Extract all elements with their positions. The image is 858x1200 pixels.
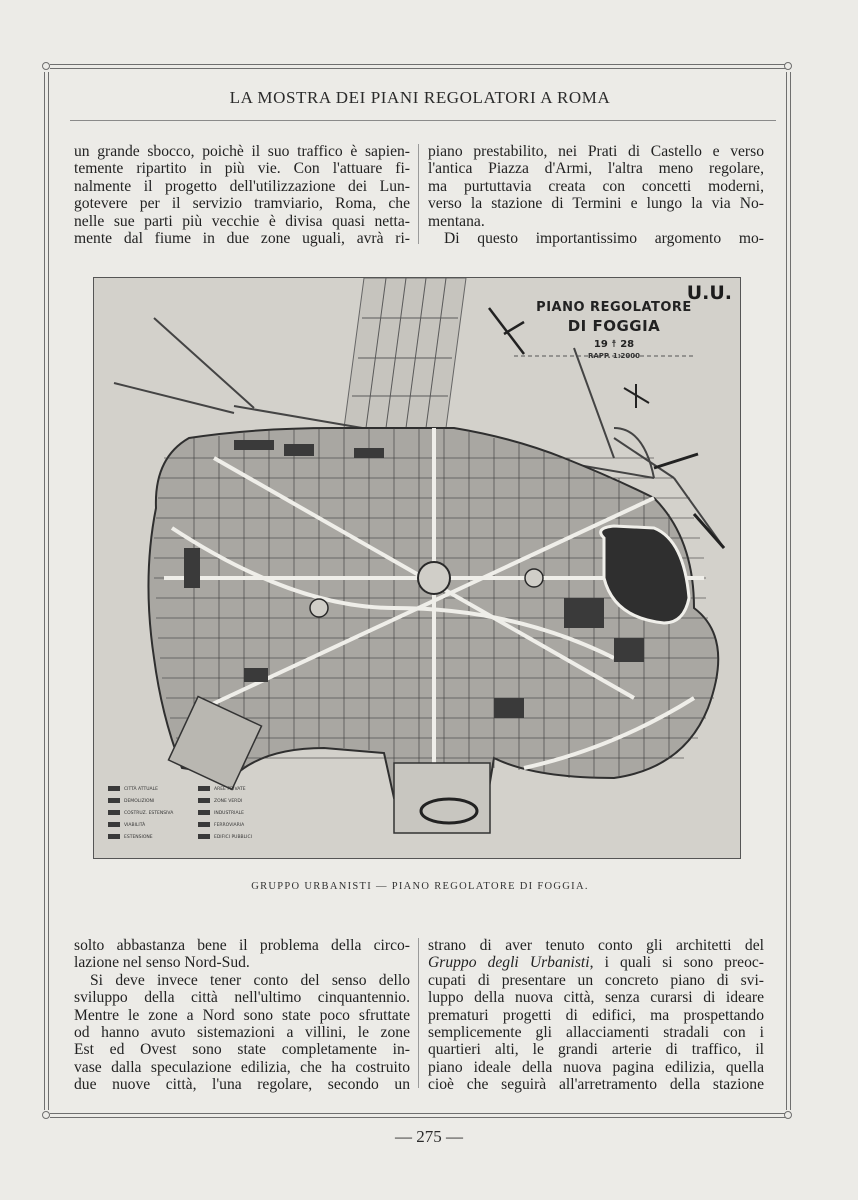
figure-caption: GRUPPO URBANISTI — PIANO REGOLATORE DI FOGGIA. bbox=[251, 881, 589, 892]
header-rule bbox=[70, 120, 776, 121]
city-plan-drawing bbox=[94, 278, 740, 858]
text-line: Di questo importantissimo argomento mo- bbox=[444, 230, 764, 248]
frame-corner-ornament bbox=[42, 62, 50, 70]
text-line: vase dalla speculazione edilizia, che ha costruito bbox=[74, 1058, 410, 1076]
frame-right-rule-inner bbox=[790, 72, 791, 1110]
legend-item bbox=[198, 798, 242, 804]
frame-left-rule-inner bbox=[48, 72, 49, 1110]
legend-swatch bbox=[108, 810, 120, 815]
legend-item bbox=[198, 834, 252, 840]
city-plan-figure bbox=[93, 277, 741, 859]
text-line: verso la stazione di Termini e lungo la via No- bbox=[428, 195, 764, 213]
legend-item bbox=[198, 786, 246, 792]
text-line: Est ed Ovest sono state completamente in- bbox=[74, 1041, 410, 1059]
text-line: mentana. bbox=[428, 212, 485, 230]
text-line: mente dal fiume in due zone uguali, avrà ri- bbox=[74, 230, 410, 248]
legend-swatch bbox=[108, 834, 120, 839]
text-line: Mentre le zone a Nord sono state poco sfruttate bbox=[74, 1006, 410, 1024]
legend-swatch bbox=[108, 786, 120, 791]
map-title-line: PIANO REGOLATORE bbox=[536, 300, 692, 315]
legend-item bbox=[108, 810, 173, 816]
legend-swatch bbox=[198, 798, 210, 803]
legend-label: FERROVIARIA bbox=[214, 823, 245, 828]
text-line: nalmente il progetto dell'utilizzazione dei Lun- bbox=[74, 177, 410, 195]
text-line: l'antica Piazza d'Armi, l'altra meno regolare, bbox=[428, 160, 764, 178]
legend-swatch bbox=[198, 822, 210, 827]
legend-label: ESTENSIONE bbox=[124, 835, 153, 840]
text-line-rest: , i quali si sono preoc- bbox=[589, 954, 764, 972]
legend-label: AREE PRIVATE bbox=[214, 787, 246, 792]
legend-item bbox=[108, 834, 153, 840]
legend-item bbox=[108, 786, 158, 792]
text-line: cupati di presentare un concreto piano di svi- bbox=[428, 971, 764, 989]
frame-left-rule bbox=[44, 72, 45, 1110]
text-line: semplicemente gli allacciamenti stradali con i bbox=[428, 1024, 764, 1042]
text-line: solto abbastanza bene il problema della circo- bbox=[74, 937, 410, 954]
text-line: gotevere per il servizio tramviario, Roma, che bbox=[74, 195, 410, 213]
legend-label: DEMOLIZIONI bbox=[124, 799, 155, 804]
top-right-column bbox=[428, 143, 764, 247]
text-line: due nuove città, l'una regolare, secondo un bbox=[74, 1076, 410, 1094]
group-name-italic: Gruppo degli Urbanisti bbox=[428, 954, 590, 972]
bottom-right-column bbox=[428, 937, 764, 1094]
legend-swatch bbox=[198, 834, 210, 839]
column-divider bbox=[418, 938, 419, 1088]
legend-swatch bbox=[108, 798, 120, 803]
column-divider bbox=[418, 144, 419, 244]
legend-label: INDUSTRIALE bbox=[214, 811, 244, 816]
frame-top-rule-inner bbox=[50, 68, 786, 69]
frame-corner-ornament bbox=[42, 1111, 50, 1119]
running-head: LA MOSTRA DEI PIANI REGOLATORI A ROMA bbox=[229, 88, 611, 107]
legend-label: CITTÀ ATTUALE bbox=[124, 787, 158, 792]
legend-item bbox=[108, 798, 154, 804]
text-line: temente ripartito in più vie. Con l'attuare fi- bbox=[74, 160, 410, 178]
frame-corner-ornament bbox=[784, 1111, 792, 1119]
legend-swatch bbox=[198, 786, 210, 791]
text-line: ma purtuttavia creata con concetti moderni, bbox=[428, 177, 764, 195]
text-line: un grande sbocco, poichè il suo traffico è sapien- bbox=[74, 143, 410, 160]
text-line: od hanno avuto sistemazioni a villini, le zone bbox=[74, 1024, 410, 1042]
frame-bottom-rule-inner bbox=[50, 1117, 786, 1118]
map-title-block bbox=[514, 300, 714, 360]
text-line: sviluppo della città nell'ultimo cinquantennio. bbox=[74, 989, 410, 1007]
frame-top-rule bbox=[50, 64, 786, 65]
map-scale: RAPP. 1:2000 bbox=[587, 352, 641, 360]
frame-corner-ornament bbox=[784, 62, 792, 70]
legend-item bbox=[198, 822, 244, 828]
page-number: — 275 — bbox=[395, 1127, 463, 1146]
frame-bottom-rule bbox=[50, 1113, 786, 1114]
frame-right-rule bbox=[786, 72, 787, 1110]
text-line: piano prestabilito, nei Prati di Castello e verso bbox=[428, 143, 764, 160]
text-line: nelle sue parti più vecchie è divisa quasi netta- bbox=[74, 212, 410, 230]
legend-label: ZONE VERDI bbox=[214, 799, 243, 804]
map-year: 19 ☨ 28 bbox=[593, 339, 635, 350]
text-line: piano ideale della nuova pagina edilizia, quella bbox=[428, 1058, 764, 1076]
legend-label: VIABILITÀ bbox=[124, 823, 146, 828]
legend-swatch bbox=[198, 810, 210, 815]
text-line: lazione nel senso Nord-Sud. bbox=[74, 954, 250, 972]
text-line: strano di aver tenuto conto gli architetti del bbox=[428, 937, 764, 954]
top-left-column bbox=[74, 143, 410, 247]
text-line bbox=[428, 954, 764, 971]
map-title-city: DI FOGGIA bbox=[567, 317, 661, 335]
map-corner-mark: U.U. bbox=[686, 282, 732, 304]
legend-swatch bbox=[108, 822, 120, 827]
legend-item bbox=[108, 822, 145, 828]
text-line: luppo della nuova città, senza curarsi di ideare bbox=[428, 989, 764, 1007]
text-line: prematuri progetti di edifici, ma prospettando bbox=[428, 1006, 764, 1024]
legend-label: COSTRUZ. ESTENSIVA bbox=[124, 811, 174, 816]
legend-label: EDIFICI PUBBLICI bbox=[214, 835, 252, 840]
text-line: cioè che seguirà all'arretramento della stazione bbox=[428, 1076, 764, 1094]
legend-item bbox=[198, 810, 244, 816]
bottom-left-column bbox=[74, 937, 410, 1094]
text-line: quartieri alti, le grandi arterie di traffico, il bbox=[428, 1041, 764, 1059]
text-line: Si deve invece tener conto del senso dello bbox=[90, 971, 410, 989]
